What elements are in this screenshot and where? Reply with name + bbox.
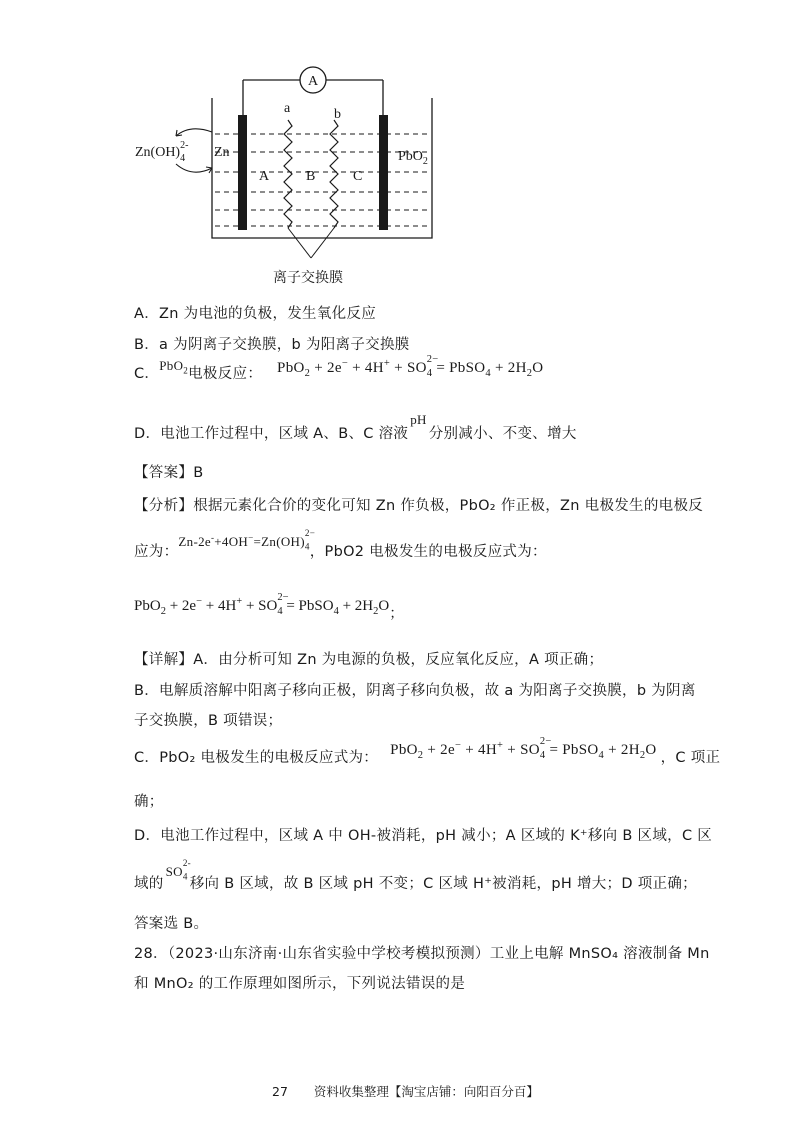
option-c: C．PbO$_2$电极反应： PbO$_2$ + 2e− + 4H+ + SO 2− $_4$ = PbSO$_4$ + $2H_2O$: [134, 354, 544, 382]
region-a-label: A: [259, 169, 270, 184]
membrane-a-label: a: [284, 101, 291, 116]
region-c-label: C: [353, 169, 363, 184]
analysis-line-1: 【分析】根据元素化合价的变化可知 Zn 作负极，PbO₂ 作正极，Zn 电极发生的电极反: [134, 498, 704, 514]
question-28-line-1: 28．（2023·山东济南·山东省实验中学校考模拟预测）工业上电解 MnSO₄ 溶液制备 Mn: [134, 946, 710, 962]
analysis-equation: PbO$_2$ + 2e− + 4H+ + SO 2− $_4$ = PbSO$_4$ + $2H_2O$；: [134, 592, 405, 622]
detail-line-8: 答案选 B。: [134, 916, 209, 932]
electrochemical-cell-diagram: [120, 60, 450, 290]
membrane-caption: 离子交换膜: [273, 271, 343, 286]
zn-electrode: [238, 115, 247, 230]
membrane-pointer-b: [311, 228, 334, 258]
page-number: 27: [272, 1084, 288, 1099]
analysis-line-2: 应为：Zn-2e-+4OH−=Zn(OH) 2− $_4$，PbO2 电极发生的电极反应式为：: [134, 528, 547, 560]
membrane-b-label: b: [334, 107, 341, 122]
detail-line-7: 域的SO 2- $_4$ 移向 B 区域，故 B 区域 pH 不变；C 区域 H⁺被消耗，pH 增大；D 项正确；: [134, 858, 697, 892]
detail-line-1: 【详解】A．由分析可知 Zn 为电源的负极，反应氧化反应，A 项正确；: [134, 652, 604, 668]
zn-label: Zn: [214, 145, 230, 160]
membrane-b: [330, 120, 338, 228]
option-c-equation: PbO$_2$ + 2e− + 4H+ + SO 2− $_4$ = PbSO$_4$ + $2H_2O$: [277, 354, 544, 379]
liquid-level-lines: [215, 134, 429, 226]
answer: 【答案】B: [134, 465, 204, 481]
detail-line-5: 确；: [134, 794, 164, 810]
option-d: D．电池工作过程中，区域 A、B、C 溶液pH分别减小、不变、增大: [134, 412, 577, 442]
pbo2-label: PbO$_2$: [398, 149, 428, 167]
membrane-a: [284, 120, 292, 228]
detail-line-3: 子交换膜，B 项错误；: [134, 713, 283, 729]
zincate-label: $Zn(OH)_42-$: [135, 140, 189, 164]
region-b-label: B: [306, 169, 316, 184]
question-28-line-2: 和 MnO₂ 的工作原理如图所示，下列说法错误的是: [134, 976, 466, 992]
ammeter-label: A: [307, 74, 319, 89]
curved-arrow-bottom-icon: [176, 164, 212, 172]
detail-line-4: C．PbO₂ 电极发生的电极反应式为： PbO$_2$ + 2e− + 4H+ + SO 2− $_4$ = PbSO$_4$ + $2H_2O$ ，C 项正: [134, 736, 721, 766]
detail-line-2: B．电解质溶解中阳离子移向正极，阴离子移向负极，故 a 为阳离子交换膜，b 为阴离: [134, 683, 696, 699]
page-footer: [272, 1082, 539, 1100]
footer-text: 资料收集整理【淘宝店铺：向阳百分百】: [313, 1084, 539, 1099]
membrane-pointer-a: [288, 228, 311, 258]
option-b: B．a 为阴离子交换膜，b 为阳离子交换膜: [134, 337, 410, 353]
option-a: A．Zn 为电池的负极，发生氧化反应: [134, 306, 377, 322]
detail-line-6: D．电池工作过程中，区域 A 中 OH-被消耗，pH 减小；A 区域的 K⁺移向 B 区域，C 区: [134, 828, 713, 844]
pbo2-electrode: [379, 115, 388, 230]
